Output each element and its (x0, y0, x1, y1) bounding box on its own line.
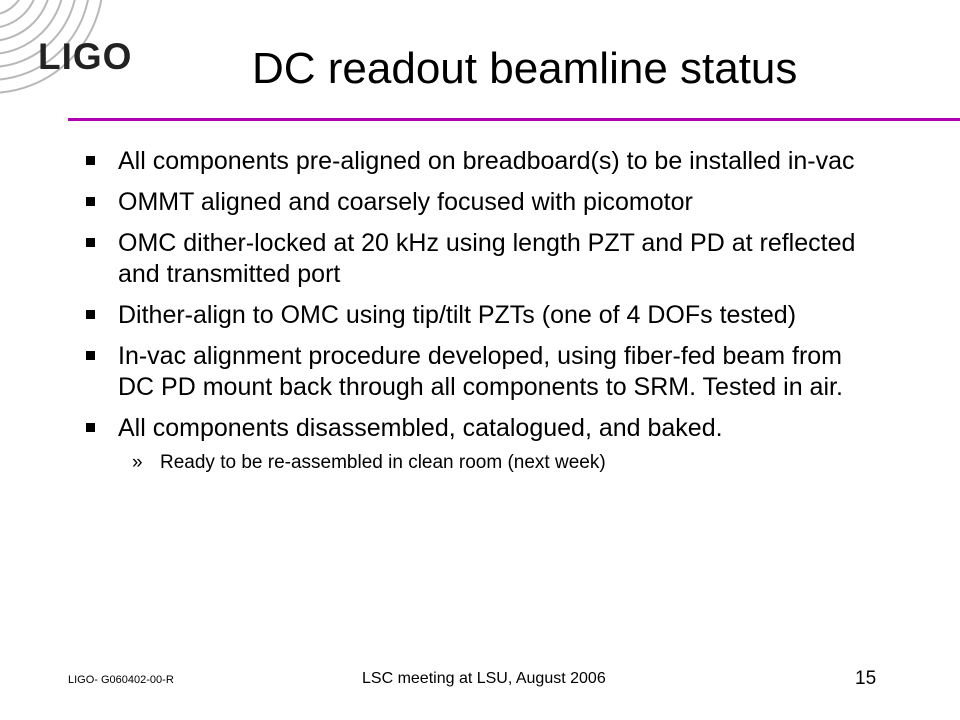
page-number: 15 (855, 668, 877, 689)
bullet-text: In-vac alignment procedure developed, using fiber-fed beam from DC PD mount back through all components to SRM. Tested in air. (118, 342, 843, 401)
bullet-text: Dither-align to OMC using tip/tilt PZTs (one of 4 DOFs tested) (118, 301, 797, 329)
meeting-footer: LSC meeting at LSU, August 2006 (362, 670, 606, 687)
bullet-list (86, 146, 866, 476)
square-bullet-icon (86, 351, 95, 360)
bullet-item (86, 187, 866, 218)
square-bullet-icon (86, 238, 95, 247)
bullet-item (86, 228, 866, 290)
bullet-text: All components pre-aligned on breadboard(s) to be installed in-vac (118, 147, 855, 175)
bullet-text: OMMT aligned and coarsely focused with picomotor (118, 188, 693, 216)
square-bullet-icon (86, 197, 95, 206)
bullet-item (86, 341, 866, 403)
square-bullet-icon (86, 423, 95, 432)
bullet-item (86, 146, 866, 177)
document-id: LIGO- G060402-00-R (68, 674, 174, 686)
sub-bullet-item (86, 450, 866, 476)
logo-text: LIGO (38, 36, 133, 77)
bullet-text: All components disassembled, catalogued, and baked. (118, 414, 723, 442)
square-bullet-icon (86, 310, 95, 319)
sub-bullet-text: Ready to be re-assembled in clean room (next week) (160, 452, 606, 473)
bullet-item (86, 300, 866, 331)
square-bullet-icon (86, 156, 95, 165)
sub-bullet-marker: » (132, 452, 143, 473)
bullet-item (86, 413, 866, 444)
slide-title: DC readout beamline status (252, 44, 798, 93)
bullet-text: OMC dither-locked at 20 kHz using length PZT and PD at reflected and transmitted port (118, 229, 856, 288)
title-divider (68, 118, 960, 121)
